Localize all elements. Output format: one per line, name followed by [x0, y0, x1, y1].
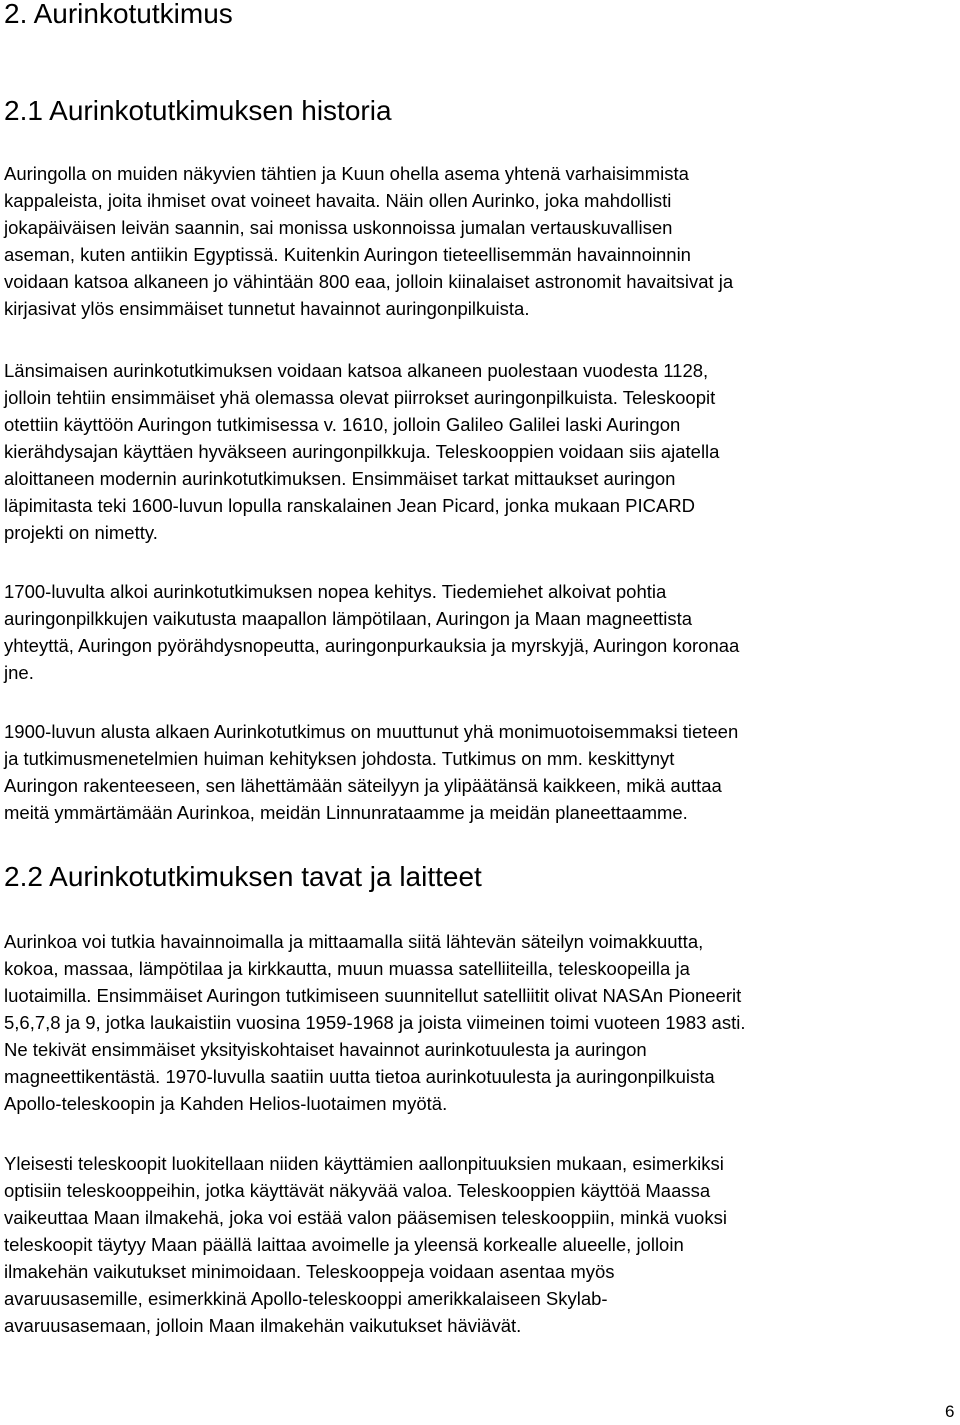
paragraph [4, 578, 960, 686]
text-line: aseman, kuten antiikin Egyptissä. Kuitenkin Auringon tieteellisemmän havainnoinnin [4, 244, 691, 265]
text-line: otettiin käyttöön Auringon tutkimisessa v. 1610, jolloin Galileo Galilei laski Auringon [4, 414, 681, 435]
text-line: meitä ymmärtämään Aurinkoa, meidän Linnunrataamme ja meidän planeettaamme. [4, 802, 688, 823]
text-line: yhteyttä, Auringon pyörähdysnopeutta, auringonpurkauksia ja myrskyjä, Auringon koronaa [4, 635, 740, 656]
section-heading-history: 2.1 Aurinkotutkimuksen historia [4, 95, 392, 126]
text-line: jolloin tehtiin ensimmäiset yhä olemassa olevat piirrokset auringonpilkuista. Teleskoopit [4, 387, 716, 408]
text-line: voidaan katsoa alkaneen jo vähintään 800 eaa, jolloin kiinalaiset astronomit havaitsivat ja [4, 271, 734, 292]
text-line: Yleisesti teleskoopit luokitellaan niiden käyttämien aallonpituuksien mukaan, esimerkiksi [4, 1153, 724, 1174]
text-line: jne. [4, 662, 34, 683]
text-line: auringonpilkkujen vaikutusta maapallon lämpötilaan, Auringon ja Maan magneettista [4, 608, 693, 629]
text-line: vaikeuttaa Maan ilmakehä, joka voi estää valon pääsemisen teleskooppiin, minkä vuoksi [4, 1207, 727, 1228]
paragraph [4, 357, 960, 546]
text-line: jokapäiväisen leivän saannin, sai monissa uskonnoissa jumalan vertauskuvallisen [4, 217, 673, 238]
text-line: projekti on nimetty. [4, 522, 158, 543]
text-line: optisiin teleskooppeihin, jotka käyttävät näkyvää valoa. Teleskooppien käyttöä Maassa [4, 1180, 711, 1201]
paragraph [4, 160, 960, 322]
text-line: läpimitasta teki 1600-luvun lopulla ranskalainen Jean Picard, jonka mukaan PICARD [4, 495, 696, 516]
text-line: kokoa, massaa, lämpötilaa ja kirkkautta, muun muassa satelliiteilla, teleskoopeilla ja [4, 958, 690, 979]
text-line: kappaleista, joita ihmiset ovat voineet havaita. Näin ollen Aurinko, joka mahdollisti [4, 190, 672, 211]
text-line: aloittaneen modernin aurinkotutkimuksen. Ensimmäiset tarkat mittaukset auringon [4, 468, 676, 489]
text-line: kierähdysajan käyttäen hyväkseen auringonpilkkuja. Teleskooppien voidaan siis ajatella [4, 441, 720, 462]
text-line: magneettikentästä. 1970-luvulla saatiin uutta tietoa aurinkotuulesta ja auringonpilkuista [4, 1066, 715, 1087]
text-line: Aurinkoa voi tutkia havainnoimalla ja mittaamalla siitä lähtevän säteilyn voimakkuutta, [4, 931, 704, 952]
text-line: Auringolla on muiden näkyvien tähtien ja Kuun ohella asema yhtenä varhaisimmista [4, 163, 689, 184]
text-line: Apollo-teleskoopin ja Kahden Helios-luotaimen myötä. [4, 1093, 448, 1114]
paragraph [4, 1150, 960, 1339]
text-line: kirjasivat ylös ensimmäiset tunnetut havainnot auringonpilkuista. [4, 298, 530, 319]
paragraph [4, 718, 960, 826]
paragraph [4, 928, 960, 1117]
text-line: luotaimilla. Ensimmäiset Auringon tutkimiseen suunnitellut satelliitit olivat NASAn Pioneerit [4, 985, 742, 1006]
text-line: Auringon rakenteeseen, sen lähettämään säteilyyn ja ylipäätänsä kaikkeen, mikä auttaa [4, 775, 722, 796]
text-line: 1900-luvun alusta alkaen Aurinkotutkimus on muuttunut yhä monimuotoisemmaksi tieteen [4, 721, 739, 742]
text-line: ja tutkimusmenetelmien huiman kehityksen johdosta. Tutkimus on mm. keskittynyt [4, 748, 675, 769]
page-number: 6 [945, 1402, 955, 1421]
text-line: ilmakehän vaikutukset minimoidaan. Teleskooppeja voidaan asentaa myös [4, 1261, 615, 1282]
text-line: Ne tekivät ensimmäiset yksityiskohtaiset havainnot aurinkotuulesta ja auringon [4, 1039, 647, 1060]
text-line: avaruusasemille, esimerkkinä Apollo-teleskooppi amerikkalaiseen Skylab- [4, 1288, 608, 1309]
chapter-heading: 2. Aurinkotutkimus [4, 0, 233, 29]
section-heading-methods: 2.2 Aurinkotutkimuksen tavat ja laitteet [4, 861, 482, 892]
text-line: 1700-luvulta alkoi aurinkotutkimuksen nopea kehitys. Tiedemiehet alkoivat pohtia [4, 581, 667, 602]
text-line: Länsimaisen aurinkotutkimuksen voidaan katsoa alkaneen puolestaan vuodesta 1128, [4, 360, 709, 381]
text-line: 5,6,7,8 ja 9, jotka laukaistiin vuosina 1959-1968 ja joista viimeinen toimi vuoteen 1983 asti. [4, 1012, 746, 1033]
text-line: avaruusasemaan, jolloin Maan ilmakehän vaikutukset häviävät. [4, 1315, 522, 1336]
text-line: teleskoopit täytyy Maan päällä laittaa avoimelle ja yleensä korkealle alueelle, jolloin [4, 1234, 684, 1255]
